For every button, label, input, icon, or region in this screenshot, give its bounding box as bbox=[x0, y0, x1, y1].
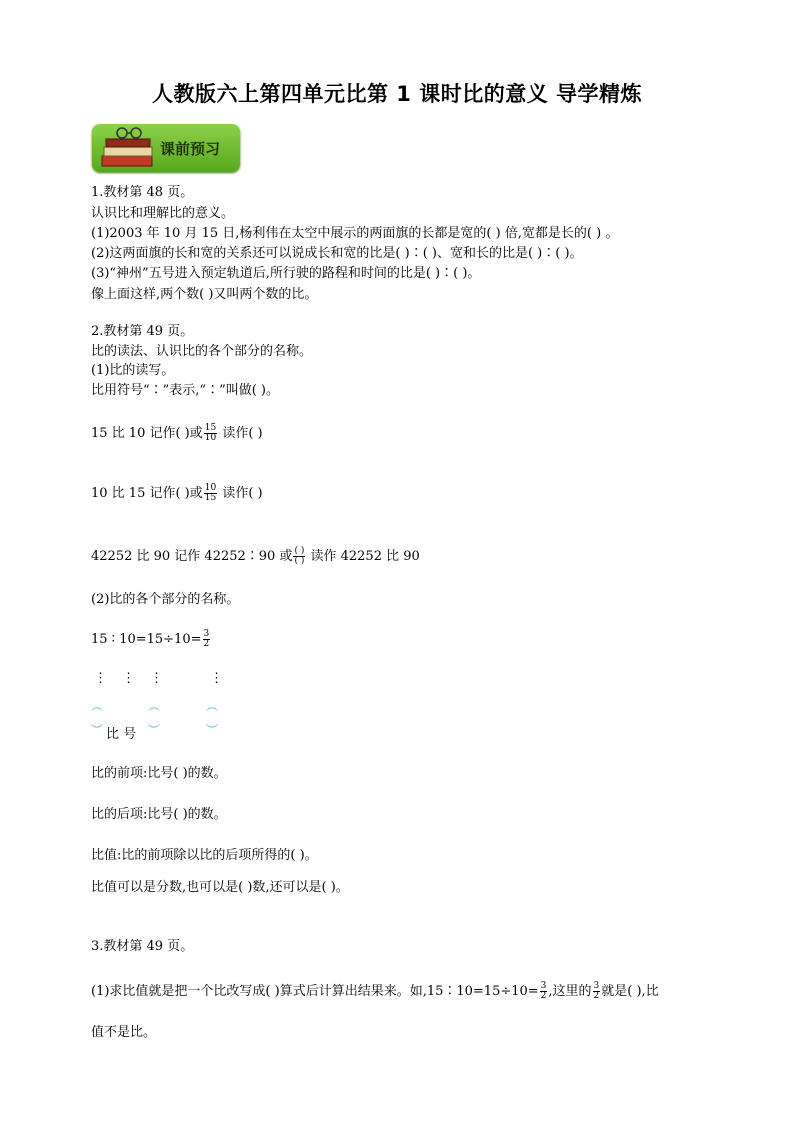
fraction bbox=[593, 982, 601, 1001]
denominator: ( ) bbox=[294, 556, 305, 566]
numerator: 3 bbox=[540, 981, 547, 991]
s3-heading: 3.教材第 49 页。 bbox=[91, 939, 194, 954]
ellipsis-mark: ⋮ bbox=[94, 671, 107, 686]
s3-q1-cont: 值不是比。 bbox=[91, 1025, 157, 1040]
blank-arc-top: ︵ bbox=[91, 699, 104, 713]
s2-p1-line: 比用符号“∶”表示,“∶”叫做( )。 bbox=[91, 383, 279, 398]
ellipsis-mark: ⋮ bbox=[122, 671, 135, 686]
back-term: 比的后项:比号( )的数。 bbox=[91, 807, 227, 822]
ratio-row-3-b: 读作 42252 比 90 bbox=[306, 549, 420, 564]
s3-q1-a: (1)求比值就是把一个比改写成( )算式后计算出结果来。如,15∶10=15÷10= bbox=[91, 984, 539, 999]
ellipsis-mark: ⋮ bbox=[150, 671, 163, 686]
ratio-row-3-a: 42252 比 90 记作 42252∶90 或 bbox=[91, 549, 293, 564]
numerator: 10 bbox=[204, 483, 217, 493]
blank-arc-bottom: ︶ bbox=[206, 723, 219, 737]
ratio-expression bbox=[91, 630, 211, 649]
fraction bbox=[204, 484, 217, 503]
denominator: 2 bbox=[593, 991, 600, 1001]
ratio-value: 比值:比的前项除以比的后项所得的( )。 bbox=[91, 848, 318, 863]
s3-q1-b: ,这里的 bbox=[548, 984, 592, 999]
ratio-row-1-a: 15 比 10 记作( )或 bbox=[91, 426, 203, 441]
page-title: 人教版六上第四单元比第 1 课时比的意义 导学精炼 bbox=[151, 82, 643, 106]
preview-badge bbox=[92, 124, 240, 172]
fraction bbox=[204, 424, 217, 443]
numerator: 3 bbox=[593, 981, 600, 991]
s1-q3: (3)“神州”五号进入预定轨道后,所行驶的路程和时间的比是( )∶( )。 bbox=[91, 266, 481, 281]
blank-arc-bottom: ︶ bbox=[148, 723, 161, 737]
blank-arc-top: ︵ bbox=[206, 699, 219, 713]
numerator: 3 bbox=[203, 629, 210, 639]
blank-arc-bottom: ︶ bbox=[91, 723, 104, 737]
ratio-row-2 bbox=[91, 484, 263, 503]
s3-q1-c: 就是( ),比 bbox=[601, 984, 659, 999]
denominator: 2 bbox=[540, 991, 547, 1001]
denominator: 2 bbox=[203, 639, 210, 649]
ratio-row-3 bbox=[91, 547, 420, 566]
fraction bbox=[203, 630, 211, 649]
ratio-expression-a: 15 ∶ 10=15÷10= bbox=[91, 632, 202, 647]
ratio-row-2-b: 读作( ) bbox=[218, 486, 263, 501]
badge-label: 课前预习 bbox=[160, 140, 221, 158]
s1-heading: 1.教材第 48 页。 bbox=[91, 185, 194, 200]
s2-heading: 2.教材第 49 页。 bbox=[91, 324, 194, 339]
numerator: 15 bbox=[204, 423, 217, 433]
ellipsis-mark: ⋮ bbox=[210, 671, 223, 686]
s2-intro: 比的读法、认识比的各个部分的名称。 bbox=[91, 344, 313, 359]
numerator: ( ) bbox=[294, 546, 305, 556]
front-term: 比的前项:比号( )的数。 bbox=[91, 766, 227, 781]
s3-q1 bbox=[91, 982, 659, 1001]
s2-p2: (2)比的各个部分的名称。 bbox=[91, 592, 240, 607]
ratio-sign-label: 比 号 bbox=[106, 727, 137, 742]
ratio-row-1 bbox=[91, 424, 263, 443]
denominator: 10 bbox=[204, 433, 217, 443]
ratio-row-2-a: 10 比 15 记作( )或 bbox=[91, 486, 203, 501]
s1-intro: 认识比和理解比的意义。 bbox=[91, 206, 235, 221]
s2-p1: (1)比的读写。 bbox=[91, 363, 175, 378]
denominator: 15 bbox=[204, 493, 217, 503]
blank-arc-top: ︵ bbox=[148, 699, 161, 713]
s1-summary: 像上面这样,两个数( )又叫两个数的比。 bbox=[91, 287, 318, 302]
s1-q1: (1)2003 年 10 月 15 日,杨利伟在太空中展示的两面旗的长都是宽的( ) 倍,宽都是长的( ) 。 bbox=[91, 226, 619, 241]
fraction bbox=[293, 547, 305, 566]
ratio-row-1-b: 读作( ) bbox=[218, 426, 263, 441]
fraction bbox=[540, 982, 548, 1001]
books-icon bbox=[98, 126, 160, 172]
ratio-value-2: 比值可以是分数,也可以是( )数,还可以是( )。 bbox=[91, 880, 349, 895]
s1-q2: (2)这两面旗的长和宽的关系还可以说成长和宽的比是( )∶( )、宽和长的比是( )∶( )。 bbox=[91, 246, 583, 261]
